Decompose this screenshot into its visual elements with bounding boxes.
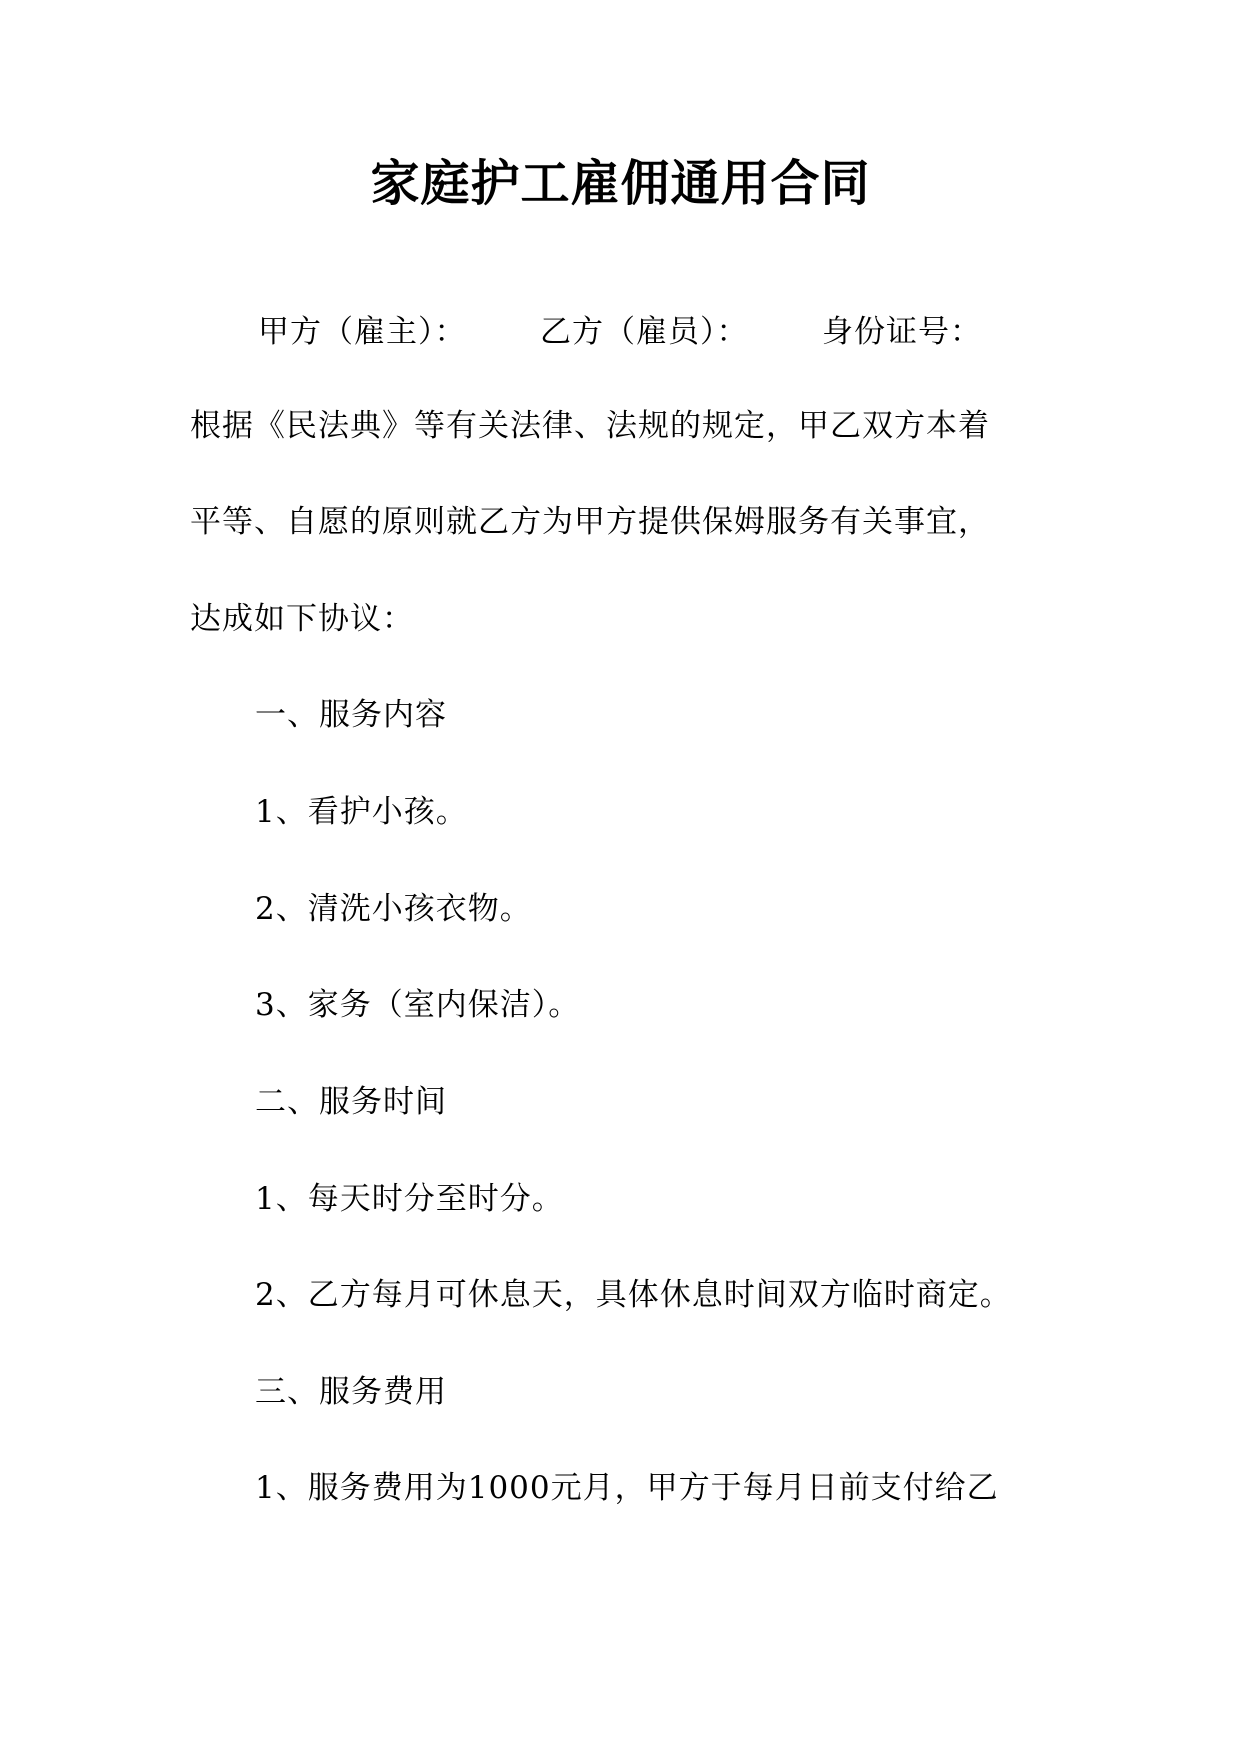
list-item: 2、乙方每月可休息天，具体休息时间双方临时商定。 bbox=[255, 1277, 1012, 1313]
preamble-line-3: 达成如下协议： bbox=[190, 601, 414, 637]
list-item: 1、每天时分至时分。 bbox=[255, 1181, 564, 1217]
list-item: 3、家务（室内保洁）。 bbox=[255, 987, 581, 1023]
preamble-line-1: 根据《民法典》等有关法律、法规的规定，甲乙双方本着 bbox=[190, 408, 990, 444]
employee-label: 乙方（雇员）： bbox=[540, 314, 749, 350]
section-heading-service-fee: 三、服务费用 bbox=[255, 1374, 447, 1410]
section-heading-service-time: 二、服务时间 bbox=[255, 1084, 447, 1120]
employer-label: 甲方（雇主）： bbox=[258, 314, 467, 350]
id-number-label: 身份证号： bbox=[822, 314, 982, 350]
list-item: 2、清洗小孩衣物。 bbox=[255, 891, 532, 927]
list-item: 1、看护小孩。 bbox=[255, 794, 468, 830]
section-heading-service-content: 一、服务内容 bbox=[255, 697, 447, 733]
preamble-line-2: 平等、自愿的原则就乙方为甲方提供保姆服务有关事宜， bbox=[190, 504, 990, 540]
list-item: 1、服务费用为1000元月，甲方于每月日前支付给乙 bbox=[255, 1470, 999, 1506]
document-title: 家庭护工雇佣通用合同 bbox=[370, 154, 871, 212]
